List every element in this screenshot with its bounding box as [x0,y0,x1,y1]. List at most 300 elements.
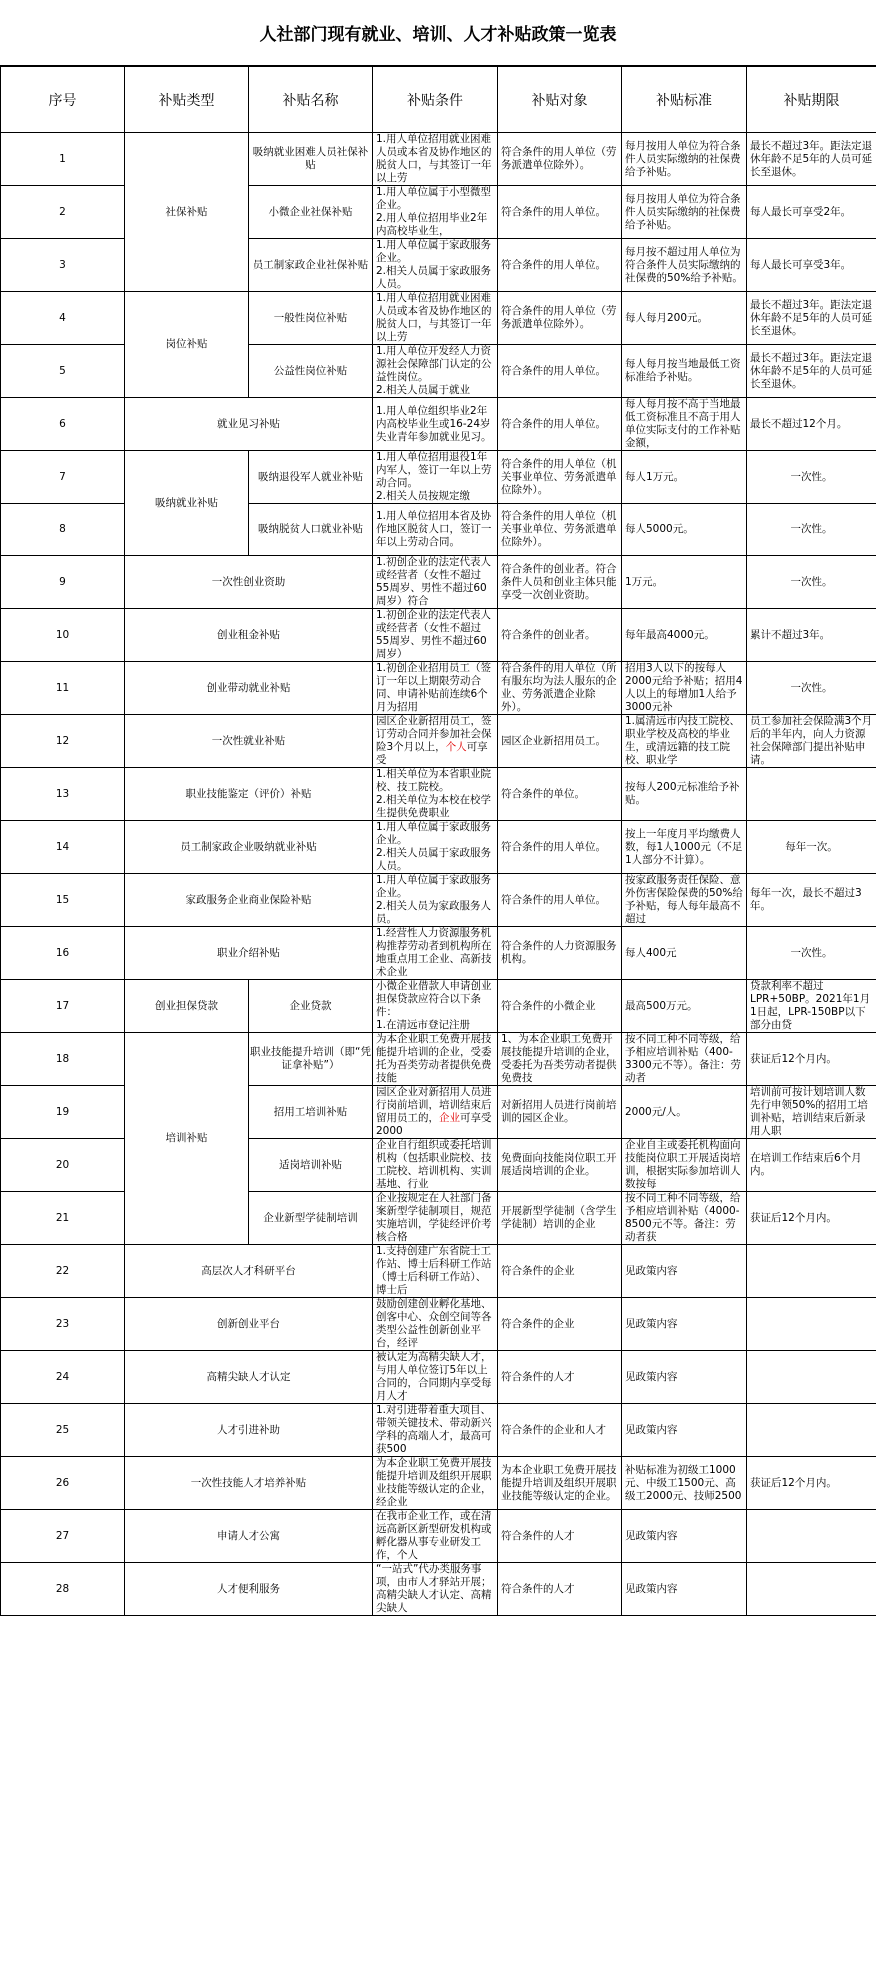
row-number-text: 3 [59,258,66,271]
subsidy-condition-text: 1.经营性人力资源服务机构推荐劳动者到机构所在地重点用工企业、高新技术企业 [376,927,492,979]
subsidy-term-text: 最长不超过12个月。 [750,417,848,430]
subsidy-term [747,239,876,292]
subsidy-term [747,1086,876,1139]
subsidy-condition-text: 企业自行组织或委托培训机构（包括职业院校、技工院校、培训机构、实训基地、行业 [376,1139,492,1191]
subsidy-condition-text: “一站式”代办类服务事项，由市人才驿站开展；高精尖缺人才认定、高精尖缺人 [376,1563,492,1615]
subsidy-standard [622,609,747,662]
subsidy-standard-text: 2000元/人。 [625,1105,687,1118]
subsidy-standard [622,186,747,239]
subsidy-name-text: 创业带动就业补贴 [206,681,291,694]
subsidy-condition-text: 被认定为高精尖缺人才，与用人单位签订5年以上合同的，合同期内享受每月人才 [376,1351,492,1403]
subsidy-name [125,768,373,821]
subsidy-target-text: 符合条件的人才 [501,1529,575,1542]
subsidy-term [747,1563,876,1616]
table-row [1,768,876,821]
subsidy-standard [622,1351,747,1404]
subsidy-standard-text: 见政策内容 [625,1529,678,1542]
subsidy-name [249,1033,373,1086]
subsidy-condition-text: 1.用人单位招用就业困难人员或本省及协作地区的脱贫人口，与其签订一年以上劳 [376,292,492,343]
row-number-text: 18 [55,1052,70,1065]
subsidy-condition [373,1298,498,1351]
subsidy-target [498,1510,622,1563]
row-number [1,1298,125,1351]
row-number-text: 13 [55,787,70,800]
subsidy-name-text: 招用工培训补贴 [273,1105,348,1118]
row-number-text: 7 [59,470,66,483]
subsidy-term [747,133,876,186]
row-number [1,292,125,345]
subsidy-standard [622,504,747,556]
row-number [1,662,125,715]
subsidy-term [747,504,876,556]
row-number [1,1457,125,1510]
condition-tail: 可享受2000 [376,1112,492,1138]
subsidy-condition [373,927,498,980]
row-number [1,1510,125,1563]
row-number [1,874,125,927]
subsidy-condition [373,1139,498,1192]
table-row [1,1510,876,1563]
condition-tail: 可享受 [376,741,488,767]
header-target: 补贴对象 [498,67,622,133]
row-number-text: 22 [55,1264,70,1277]
subsidy-standard-text: 按每人200元标准给予补贴。 [625,781,740,807]
subsidy-condition-text: 园区企业对新招用人员进行岗前培训，培训结束后留用员工的， [376,1086,492,1125]
subsidy-standard [622,662,747,715]
subsidy-standard-text: 1.属清远市内技工院校、职业学校及高校的毕业生，或清远籍的技工院校、职业学 [625,715,741,767]
subsidy-name [125,398,373,451]
row-number-text: 10 [55,628,70,641]
subsidy-target [498,1033,622,1086]
subsidy-condition [373,980,498,1033]
subsidy-standard [622,927,747,980]
subsidy-name [249,292,373,345]
row-number-text: 12 [55,734,70,747]
subsidy-type [125,451,249,556]
subsidy-name-text: 创新创业平台 [217,1317,280,1330]
row-number [1,1351,125,1404]
subsidy-term-text: 一次性。 [790,946,833,959]
subsidy-target [498,1563,622,1616]
subsidy-condition-text: 1.相关单位为本省职业院校、技工院校。 2.相关单位为本校在校学生提供免费职业 [376,768,492,820]
subsidy-name-text: 创业租金补贴 [217,628,280,641]
subsidy-type-text: 吸纳就业补贴 [155,496,218,509]
subsidy-target [498,821,622,874]
subsidy-condition [373,1192,498,1245]
table-row [1,874,876,927]
subsidy-standard-text: 每人5000元。 [625,523,694,536]
subsidy-name [249,345,373,398]
subsidy-target [498,556,622,609]
row-number-text: 11 [55,681,70,694]
row-number-text: 9 [59,575,66,588]
subsidy-standard [622,1298,747,1351]
subsidy-standard-text: 见政策内容 [625,1264,678,1277]
subsidy-target-text: 符合条件的用人单位（机关事业单位、劳务派遣单位除外）。 [501,510,617,549]
subsidy-standard [622,715,747,768]
subsidy-condition [373,239,498,292]
subsidy-standard-text: 按家政服务责任保险、意外伤害保险保费的50%给予补贴，每人每年最高不超过 [625,874,743,926]
header-no: 序号 [1,67,125,133]
subsidy-term-text: 在培训工作结束后6个月内。 [750,1152,862,1178]
subsidy-target [498,715,622,768]
subsidy-term-text: 每人最长可享受2年。 [750,205,852,218]
subsidy-name-text: 家政服务企业商业保险补贴 [185,893,312,906]
row-number [1,980,125,1033]
subsidy-term [747,980,876,1033]
subsidy-term [747,1245,876,1298]
subsidy-condition [373,504,498,556]
subsidy-type-text: 岗位补贴 [165,338,208,350]
subsidy-term [747,715,876,768]
row-number-text: 21 [55,1211,70,1224]
subsidy-term [747,1351,876,1404]
subsidy-term [747,1404,876,1457]
subsidy-target [498,768,622,821]
subsidy-standard-text: 按上一年度月平均缴费人数，每1人1000元（不足1人部分不计算）。 [625,827,743,866]
subsidy-target-text: 符合条件的小微企业 [501,999,596,1012]
subsidy-target [498,1192,622,1245]
table-row [1,980,876,1033]
subsidy-target [498,451,622,504]
subsidy-term-text: 贷款利率不超过LPR+50BP。2021年1月1日起，LPR-150BP以下部分由贷 [750,980,871,1032]
subsidy-target-text: 符合条件的企业 [501,1264,575,1277]
subsidy-standard-text: 1万元。 [625,575,664,588]
subsidy-target [498,398,622,451]
subsidy-name [125,1404,373,1457]
subsidy-standard [622,1404,747,1457]
subsidy-target [498,609,622,662]
subsidy-condition [373,768,498,821]
subsidy-condition [373,1563,498,1616]
subsidy-condition [373,874,498,927]
row-number-text: 4 [59,311,66,324]
subsidy-target [498,1457,622,1510]
subsidy-standard-text: 按不同工种不同等级，给予相应培训补贴（400-3300元不等）。备注：劳动者 [625,1033,741,1085]
subsidy-name-text: 公益性岗位补贴 [273,364,348,377]
subsidy-target-text: 1、为本企业职工免费开展技能提升培训的企业，受委托为吾类劳动者提供免费技 [501,1033,617,1085]
subsidy-condition [373,133,498,186]
subsidy-target-text: 符合条件的企业 [501,1317,575,1330]
subsidy-target [498,1245,622,1298]
row-number [1,927,125,980]
subsidy-standard [622,1086,747,1139]
row-number-text: 15 [55,893,70,906]
highlighted-term: 企业 [439,1112,460,1125]
subsidy-term [747,292,876,345]
row-number [1,133,125,186]
subsidy-condition-text: 在我市企业工作，或在清远高新区新型研发机构或孵化器从事专业研发工作，个人 [376,1510,492,1562]
subsidy-name [125,715,373,768]
subsidy-name-text: 职业技能提升培训（即“凭证拿补贴”） [250,1046,371,1072]
page-title: 人社部门现有就业、培训、人才补贴政策一览表 [0,0,876,66]
row-number [1,1245,125,1298]
subsidy-name [125,1351,373,1404]
subsidy-name-text: 一次性创业资助 [211,575,286,588]
table-row [1,1351,876,1404]
subsidy-condition [373,556,498,609]
subsidy-name [125,1457,373,1510]
subsidy-condition [373,1351,498,1404]
subsidy-term [747,874,876,927]
subsidy-name [249,504,373,556]
subsidy-term-text: 培训前可按计划培训人数先行申领50%的招用工培训补贴，培训结束后新录用人职 [750,1086,868,1138]
subsidy-target-text: 园区企业新招用员工。 [501,734,606,747]
subsidy-condition-text: 小微企业借款人申请创业担保贷款应符合以下条件： 1.在清远市登记注册 [376,980,492,1032]
subsidy-term [747,609,876,662]
subsidy-type [125,1033,249,1245]
subsidy-target [498,133,622,186]
row-number-text: 14 [55,840,70,853]
subsidy-target [498,662,622,715]
subsidy-condition-text: 为本企业职工免费开展技能提升培训及组织开展职业技能等级认定的企业，经企业 [376,1457,492,1509]
subsidy-target-text: 符合条件的用人单位。 [501,840,606,853]
subsidy-type [125,292,249,398]
subsidy-standard-text: 每年最高4000元。 [625,628,715,641]
subsidy-target-text: 符合条件的用人单位（劳务派遣单位除外）。 [501,305,617,330]
table-row [1,1563,876,1616]
subsidy-standard [622,1457,747,1510]
row-number-text: 20 [55,1158,70,1171]
subsidy-name-text: 就业见习补贴 [217,417,280,430]
subsidy-target-text: 符合条件的人才 [501,1582,575,1595]
subsidy-condition [373,451,498,504]
table-row [1,292,876,345]
subsidy-standard [622,1510,747,1563]
subsidy-target-text: 符合条件的单位。 [501,787,585,800]
subsidy-condition [373,292,498,345]
table-row [1,927,876,980]
subsidy-target [498,504,622,556]
table-row [1,609,876,662]
subsidy-type-text: 创业担保贷款 [155,999,218,1012]
subsidy-condition [373,186,498,239]
subsidy-term [747,768,876,821]
table-row [1,556,876,609]
table-row [1,662,876,715]
subsidy-condition-text: 1.初创企业的法定代表人或经营者（女性不超过55周岁、男性不超过60周岁）符合 [376,556,492,608]
subsidy-name-text: 一次性技能人才培养补贴 [190,1476,307,1489]
row-number-text: 17 [55,999,70,1012]
subsidy-standard [622,980,747,1033]
header-name: 补贴名称 [249,67,373,133]
subsidy-target-text: 符合条件的用人单位。 [501,364,606,377]
subsidy-target-text: 符合条件的用人单位。 [501,258,606,271]
header-standard: 补贴标准 [622,67,747,133]
subsidy-term-text: 最长不超过3年。距法定退休年龄不足5年的人员可延长至退休。 [750,351,873,390]
table-row [1,398,876,451]
subsidy-standard-text: 每人每月按不高于当地最低工资标准且不高于用人单位实际支付的工作补贴金额， [625,398,741,449]
subsidy-target-text: 符合条件的用人单位（机关事业单位、劳务派遣单位除外）。 [501,457,617,496]
subsidy-name [249,980,373,1033]
subsidy-condition-text: 1.用人单位属于家政服务企业。 2.相关人员属于家政服务人员。 [376,239,492,290]
row-number-text: 6 [59,417,66,430]
row-number-text: 23 [55,1317,70,1330]
subsidy-term-text: 获证后12个月内。 [750,1476,837,1489]
subsidy-target [498,239,622,292]
subsidy-target-text: 开展新型学徒制（含学生学徒制）培训的企业 [501,1205,617,1231]
subsidy-standard-text: 每月按用人单位为符合条件人员实际缴纳的社保费给予补贴。 [625,139,741,178]
subsidy-condition [373,398,498,451]
subsidy-term-text: 每年一次，最长不超过3年。 [750,887,862,913]
subsidy-name-text: 一般性岗位补贴 [273,311,348,324]
subsidy-condition [373,1404,498,1457]
subsidy-term [747,451,876,504]
subsidy-name-text: 一次性就业补贴 [211,734,286,747]
subsidy-condition [373,1033,498,1086]
subsidy-target [498,927,622,980]
subsidy-standard [622,345,747,398]
row-number-text: 26 [55,1476,70,1489]
subsidy-term-text: 累计不超过3年。 [750,628,831,641]
subsidy-standard [622,821,747,874]
subsidy-target [498,345,622,398]
subsidy-name [125,874,373,927]
subsidy-target-text: 符合条件的用人单位。 [501,205,606,218]
row-number [1,504,125,556]
subsidy-standard-text: 企业自主或委托机构面向技能岗位职工开展适岗培训，根据实际参加培训人数按每 [625,1139,741,1191]
subsidy-term-text: 员工参加社会保险满3个月后的半年内，向人力资源社会保障部门提出补贴申请。 [750,715,873,767]
row-number-text: 5 [59,364,66,377]
row-number [1,186,125,239]
row-number [1,1086,125,1139]
subsidy-name-text: 人才引进补助 [217,1423,280,1436]
subsidy-term [747,1298,876,1351]
subsidy-condition-text: 1.用人单位组织毕业2年内高校毕业生或16-24岁失业青年参加就业见习。 [376,404,492,443]
subsidy-target-text: 免费面向技能岗位职工开展适岗培训的企业。 [501,1152,617,1178]
subsidy-standard [622,451,747,504]
subsidy-name [125,821,373,874]
row-number [1,239,125,292]
subsidy-standard [622,556,747,609]
subsidy-target [498,980,622,1033]
row-number [1,715,125,768]
subsidy-term-text: 一次性。 [790,470,833,483]
subsidy-target-text: 符合条件的人才 [501,1370,575,1383]
subsidy-type-text: 社保补贴 [165,205,208,218]
subsidy-term-text: 一次性。 [790,575,833,588]
row-number-text: 27 [55,1529,70,1542]
subsidy-target [498,1298,622,1351]
subsidy-name [249,239,373,292]
subsidy-condition [373,662,498,715]
subsidy-term-text: 一次性。 [790,681,833,694]
header-type: 补贴类型 [125,67,249,133]
subsidy-target-text: 符合条件的人力资源服务机构。 [501,940,617,966]
subsidy-type [125,980,249,1033]
subsidy-term-text: 获证后12个月内。 [750,1052,837,1065]
table-row [1,133,876,186]
subsidy-standard-text: 按不同工种不同等级，给予相应培训补贴（4000-8500元不等。备注：劳动者获 [625,1192,741,1244]
subsidy-name [249,186,373,239]
subsidy-term [747,1457,876,1510]
subsidy-standard [622,1245,747,1298]
subsidy-name-text: 吸纳就业困难人员社保补贴 [252,146,369,171]
header-term: 补贴期限 [747,67,876,133]
subsidy-term-text: 每人最长可享受3年。 [750,258,852,271]
table-row [1,451,876,504]
row-number [1,345,125,398]
subsidy-standard-text: 见政策内容 [625,1370,678,1383]
subsidy-condition-text: 1.用人单位招用退役1年内军人，签订一年以上劳动合同。 2.相关人员按规定缴 [376,451,492,502]
subsidy-condition-text: 鼓励创建创业孵化基地、创客中心、众创空间等各类型公益性创新创业平台，经评 [376,1298,492,1350]
subsidy-target [498,1086,622,1139]
subsidy-name-text: 员工制家政企业吸纳就业补贴 [180,840,317,853]
subsidy-target-text: 符合条件的用人单位。 [501,893,606,906]
subsidy-condition [373,715,498,768]
subsidy-condition [373,1245,498,1298]
subsidy-name-text: 小微企业社保补贴 [268,205,353,218]
subsidy-standard-text: 见政策内容 [625,1582,678,1595]
row-number [1,451,125,504]
subsidy-name [125,927,373,980]
policy-table [0,66,876,1616]
row-number [1,1139,125,1192]
subsidy-term [747,1510,876,1563]
subsidy-standard [622,1033,747,1086]
row-number-text: 2 [59,205,66,218]
subsidy-term [747,662,876,715]
subsidy-standard-text: 每人每月按当地最低工资标准给予补贴。 [625,358,741,383]
subsidy-name [249,1139,373,1192]
subsidy-name-text: 企业贷款 [289,999,332,1012]
subsidy-term [747,186,876,239]
subsidy-term-text: 最长不超过3年。距法定退休年龄不足5年的人员可延长至退休。 [750,139,873,178]
row-number-text: 19 [55,1105,70,1118]
subsidy-standard [622,1192,747,1245]
subsidy-standard-text: 见政策内容 [625,1423,678,1436]
subsidy-condition-text: 1.支持创建广东省院士工作站、博士后科研工作站（博士后科研工作站）、博士后 [376,1245,492,1297]
subsidy-standard-text: 每月按用人单位为符合条件人员实际缴纳的社保费给予补贴。 [625,192,741,231]
row-number-text: 25 [55,1423,70,1436]
subsidy-condition-text: 1.用人单位属于小型微型企业。 2.用人单位招用毕业2年内高校毕业生， [376,186,492,237]
subsidy-name-text: 员工制家政企业社保补贴 [252,258,369,271]
subsidy-target [498,1139,622,1192]
subsidy-name [249,133,373,186]
subsidy-standard [622,1139,747,1192]
subsidy-condition-text: 1.用人单位开发经人力资源社会保障部门认定的公益性岗位。 2.相关人员属于就业 [376,345,492,396]
header-row [1,67,876,133]
subsidy-standard-text: 每人1万元。 [625,470,685,483]
subsidy-standard-text: 每人每月200元。 [625,311,709,324]
subsidy-standard-text: 每人400元 [625,946,677,959]
subsidy-condition [373,345,498,398]
subsidy-standard [622,768,747,821]
subsidy-condition-text: 企业按规定在人社部门备案新型学徒制项目，规范实施培训，学徒经评价考核合格 [376,1192,492,1244]
subsidy-target-text: 为本企业职工免费开展技能提升培训及组织开展职业技能等级认定的企业。 [501,1463,617,1502]
subsidy-name [249,1086,373,1139]
subsidy-term [747,1033,876,1086]
subsidy-condition-text: 1.初创企业招用员工（签订一年以上期限劳动合同、申请补贴前连续6个月为招用 [376,662,492,714]
subsidy-name [125,1510,373,1563]
row-number [1,1033,125,1086]
subsidy-standard [622,239,747,292]
subsidy-condition [373,1086,498,1139]
subsidy-standard-text: 最高500万元。 [625,999,698,1012]
table-row [1,1457,876,1510]
row-number [1,1192,125,1245]
subsidy-target [498,874,622,927]
subsidy-target-text: 符合条件的用人单位（劳务派遣单位除外）。 [501,146,617,171]
row-number [1,768,125,821]
subsidy-name-text: 吸纳退役军人就业补贴 [258,470,363,483]
subsidy-standard [622,292,747,345]
table-row [1,821,876,874]
subsidy-condition-text: 1.用人单位属于家政服务企业。 2.相关人员属于家政服务人员。 [376,821,492,873]
row-number-text: 16 [55,946,70,959]
subsidy-target [498,292,622,345]
subsidy-name [249,1192,373,1245]
